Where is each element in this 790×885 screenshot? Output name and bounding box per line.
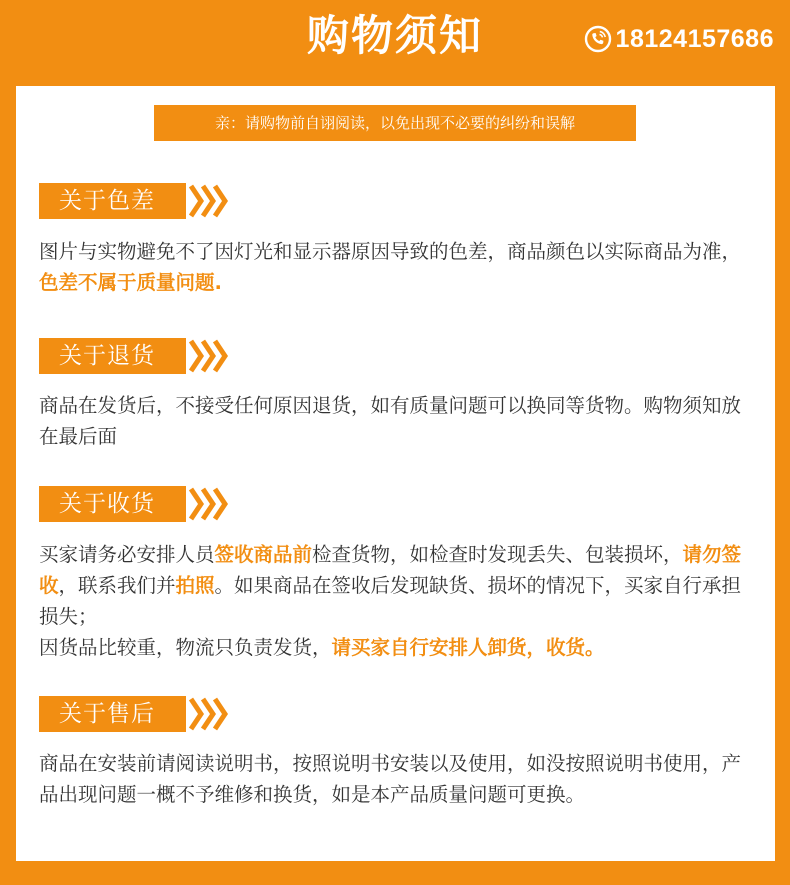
section-header-returns	[39, 338, 230, 374]
highlight-text: 请勿签收	[39, 543, 742, 597]
section-header-color-difference	[39, 183, 230, 219]
highlight-text: 拍照	[175, 574, 215, 597]
phone-icon	[584, 25, 612, 53]
chevron-right-icon	[188, 338, 230, 374]
highlight-text: 签收商品前	[214, 543, 313, 566]
highlight-text: 请买家自行安排人卸货，收货。	[331, 636, 605, 659]
notice-banner: 亲：请购物前自诩阅读，以免出现不必要的纠纷和误解	[154, 105, 636, 141]
chevron-right-icon	[188, 486, 230, 522]
page-title: 购物须知	[306, 11, 483, 60]
section-title: 关于退货	[39, 338, 186, 374]
section-body-receiving: 买家请务必安排人员签收商品前检查货物，如检查时发现丢失、包装损坏，请勿签收，联系我们并拍照。如果商品在签收后发现缺货、损坏的情况下，买家自行承担损失； 因货品比较重，物流只负责发货，请买家自行安排人卸货，收货。	[39, 543, 742, 659]
phone-contact[interactable]	[584, 22, 774, 56]
section-title: 关于色差	[39, 183, 186, 219]
section-header-receiving	[39, 486, 230, 522]
highlight-text: 色差不属于质量问题.	[39, 271, 222, 294]
chevron-right-icon	[188, 696, 230, 732]
phone-number: 18124157686	[615, 24, 774, 53]
section-body-after-sales: 商品在安装前请阅读说明书，按照说明书安装以及使用，如没按照说明书使用，产品出现问题一概不予维修和换货，如是本产品质量问题可更换。	[39, 752, 742, 806]
section-body-color-difference: 图片与实物避免不了因灯光和显示器原因导致的色差，商品颜色以实际商品为准，色差不属于质量问题.	[39, 240, 742, 294]
section-title: 关于售后	[39, 696, 186, 732]
chevron-right-icon	[188, 183, 230, 219]
section-title: 关于收货	[39, 486, 186, 522]
header	[0, 0, 790, 86]
section-header-after-sales	[39, 696, 230, 732]
section-body-returns: 商品在发货后，不接受任何原因退货，如有质量问题可以换同等货物。购物须知放在最后面	[39, 394, 742, 448]
